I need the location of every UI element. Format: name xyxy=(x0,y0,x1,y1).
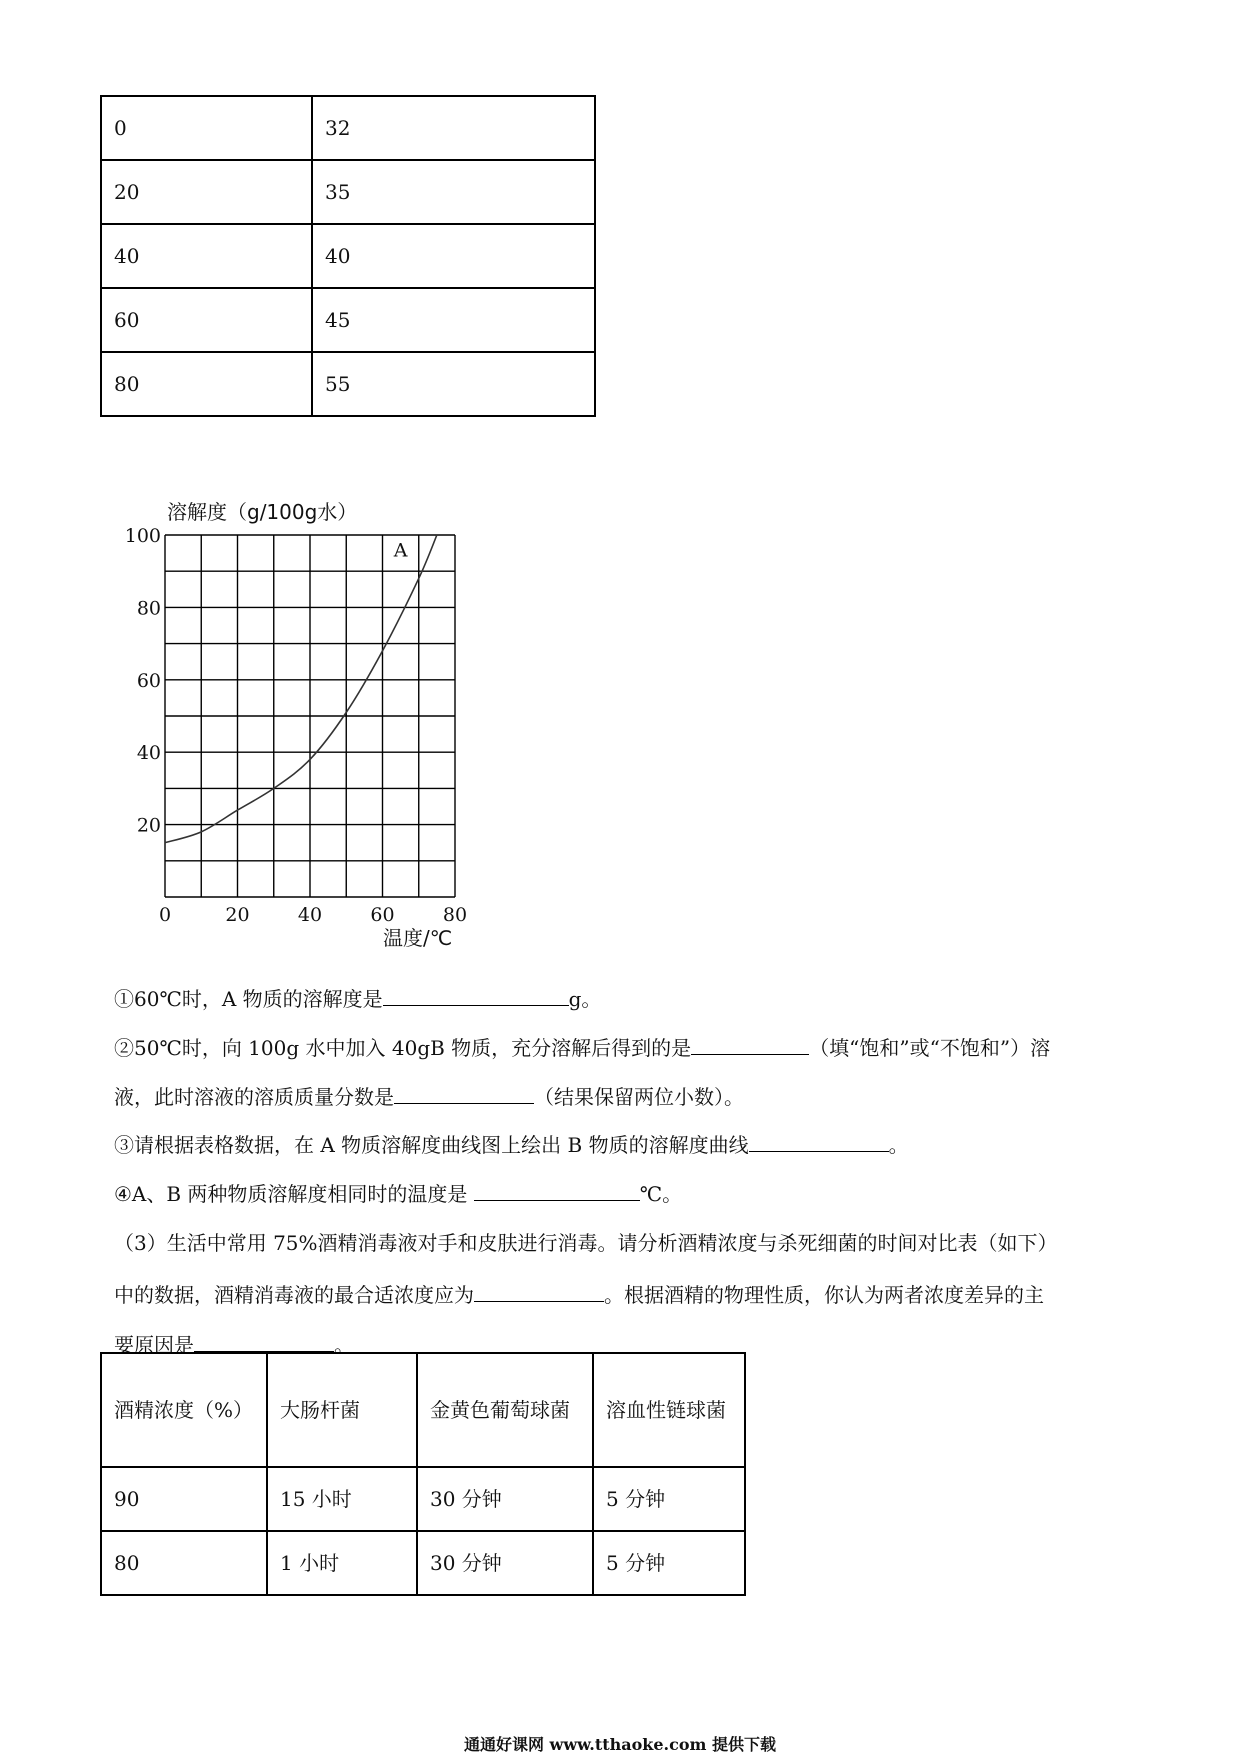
table-header-row xyxy=(101,1353,745,1467)
question-2-continued xyxy=(114,1081,744,1111)
answer-blank[interactable] xyxy=(474,1279,604,1302)
x-tick-label: 20 xyxy=(225,904,250,926)
y-tick-label: 60 xyxy=(136,669,161,692)
question-2 xyxy=(114,1032,1050,1062)
solubility-chart xyxy=(115,495,495,955)
table-cell: 40 xyxy=(312,224,595,288)
solubility-table xyxy=(100,95,596,417)
question-3 xyxy=(114,1129,909,1159)
table-header-cell: 酒精浓度（%） xyxy=(101,1353,267,1467)
table-row xyxy=(101,160,595,224)
paragraph-text: 中的数据，酒精消毒液的最合适浓度应为 xyxy=(114,1283,474,1307)
series-label: A xyxy=(393,539,408,562)
y-tick-label: 80 xyxy=(136,597,161,620)
table-row xyxy=(101,1467,745,1531)
question-text: ③请根据表格数据，在 A 物质溶解度曲线图上绘出 B 物质的溶解度曲线 xyxy=(114,1133,749,1157)
answer-blank[interactable] xyxy=(394,1081,534,1104)
answer-blank[interactable] xyxy=(691,1032,809,1055)
table-cell: 5 分钟 xyxy=(593,1467,745,1531)
question-text: ②50℃时，向 100g 水中加入 40gB 物质，充分溶解后得到的是 xyxy=(114,1036,692,1060)
answer-blank[interactable] xyxy=(474,1178,640,1201)
table-cell: 55 xyxy=(312,352,595,416)
answer-blank[interactable] xyxy=(194,1329,334,1352)
table-row xyxy=(101,224,595,288)
paragraph-text: 要原因是 xyxy=(114,1333,194,1357)
x-axis-label: 温度/℃ xyxy=(383,926,453,950)
table-cell: 1 小时 xyxy=(267,1531,417,1595)
question-text: 液，此时溶液的溶质质量分数是 xyxy=(114,1085,394,1109)
paragraph-text: 。 xyxy=(334,1333,354,1357)
question-text: g。 xyxy=(568,987,602,1011)
x-tick-label: 0 xyxy=(158,904,172,926)
question-text: （结果保留两位小数）。 xyxy=(534,1085,744,1109)
question-text: ①60℃时，A 物质的溶解度是 xyxy=(114,987,383,1011)
x-tick-label: 60 xyxy=(370,904,395,926)
table-cell: 20 xyxy=(101,160,312,224)
y-axis-label: 溶解度（g/100g水） xyxy=(167,500,358,524)
table-header-cell: 溶血性链球菌 xyxy=(593,1353,745,1467)
question-4 xyxy=(114,1178,682,1208)
table-cell: 80 xyxy=(101,352,312,416)
paragraph-text: （3）生活中常用 75%酒精消毒液对手和皮肤进行消毒。请分析酒精浓度与杀死细菌的时间对比表（如下） xyxy=(114,1231,1058,1255)
question-text: 。 xyxy=(888,1133,909,1157)
table-header-cell: 大肠杆菌 xyxy=(267,1353,417,1467)
paragraph-text: 。根据酒精的物理性质，你认为两者浓度差异的主 xyxy=(604,1283,1044,1307)
alcohol-concentration-table xyxy=(100,1352,746,1596)
table-cell: 30 分钟 xyxy=(417,1531,593,1595)
y-tick-label: 40 xyxy=(136,742,161,765)
question-text: ④A、B 两种物质溶解度相同时的温度是 xyxy=(114,1182,468,1206)
table-header-cell: 金黄色葡萄球菌 xyxy=(417,1353,593,1467)
table-cell: 45 xyxy=(312,288,595,352)
table-row xyxy=(101,1531,745,1595)
x-tick-label: 40 xyxy=(297,904,323,926)
table-cell: 90 xyxy=(101,1467,267,1531)
question-1 xyxy=(114,983,601,1013)
chart-grid xyxy=(165,535,455,897)
table-cell: 32 xyxy=(312,96,595,160)
table-cell: 35 xyxy=(312,160,595,224)
answer-blank[interactable] xyxy=(749,1129,889,1152)
series-line xyxy=(165,535,437,843)
table-cell: 30 分钟 xyxy=(417,1467,593,1531)
answer-blank[interactable] xyxy=(383,983,569,1006)
table-cell: 80 xyxy=(101,1531,267,1595)
table-cell: 0 xyxy=(101,96,312,160)
table-row xyxy=(101,96,595,160)
table-cell: 40 xyxy=(101,224,312,288)
table-cell: 15 小时 xyxy=(267,1467,417,1531)
table-cell: 60 xyxy=(101,288,312,352)
question-text: （填“饱和”或“不饱和”）溶 xyxy=(809,1036,1051,1060)
table-row xyxy=(101,352,595,416)
x-tick-label: 80 xyxy=(442,904,468,926)
y-tick-label: 20 xyxy=(136,814,161,837)
paragraph-3-line-2 xyxy=(114,1279,1044,1309)
paragraph-3-line-1 xyxy=(114,1229,1058,1257)
table-row xyxy=(101,288,595,352)
y-tick-label: 100 xyxy=(124,525,161,547)
question-text: ℃。 xyxy=(639,1182,683,1206)
chart-series xyxy=(165,535,437,843)
table-cell: 5 分钟 xyxy=(593,1531,745,1595)
page-footer: 通通好课网 www.tthaoke.com 提供下载 xyxy=(463,1735,777,1754)
